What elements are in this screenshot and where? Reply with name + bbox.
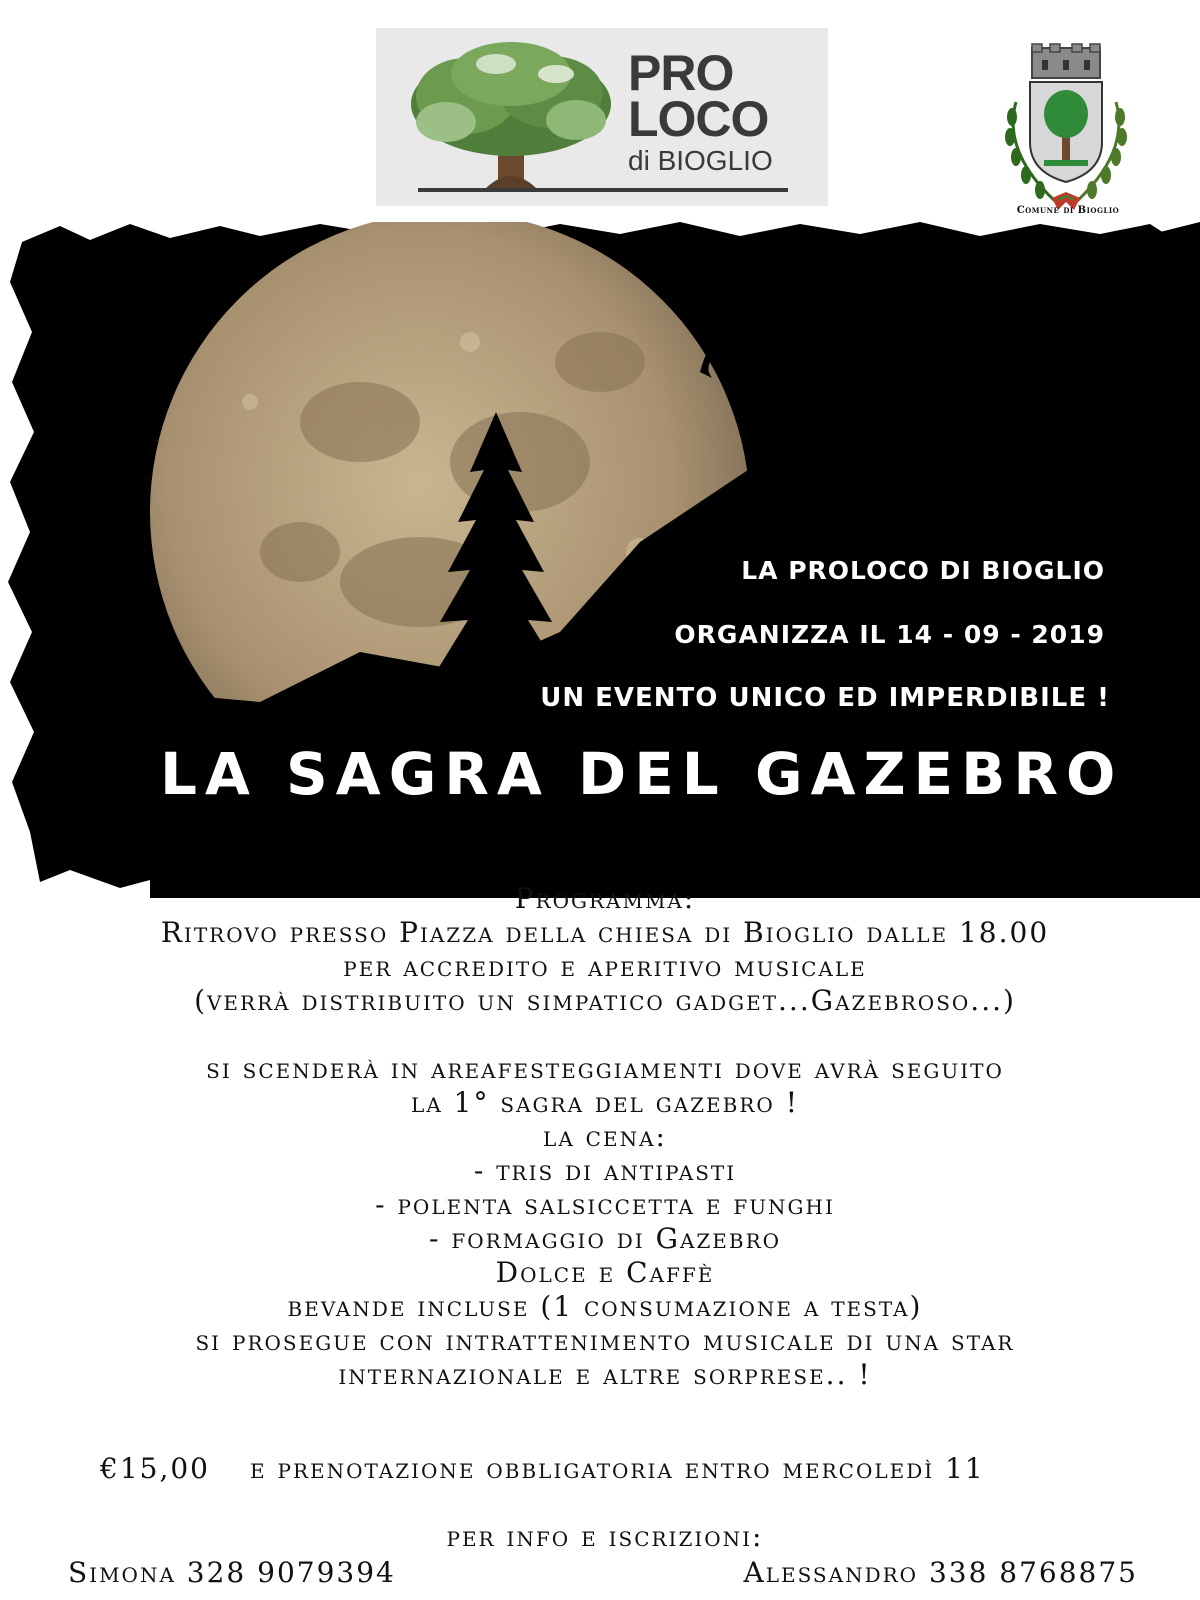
menu-item: - formaggio di Gazebro [428,1222,782,1255]
tree-icon [386,34,626,204]
event-title: LA SAGRA DEL GAZEBRO [160,740,1124,808]
logo-line-pro: PRO [628,45,734,101]
menu-item: Dolce e Caffè [495,1256,715,1289]
program-line: (verrà distribuito un simpatico gadget...Gazebroso...) [194,984,1016,1017]
contact-simona: Simona 328 9079394 [68,1556,396,1589]
logo-underline [418,188,788,192]
program-line: internazionale e altre sorprese.. ! [338,1358,872,1391]
program-spacer [40,1018,1170,1052]
program-line: la cena: [543,1120,667,1153]
program-line: bevande incluse (1 consumazione a testa) [287,1290,923,1323]
contact-alessandro: Alessandro 338 8768875 [743,1556,1138,1589]
program-line: Ritrovo presso Piazza della chiesa di Bioglio dalle 18.00 [160,916,1050,949]
comune-crest-icon [996,42,1136,220]
headline-organizer: LA PROLOCO DI BIOGLIO [741,556,1105,585]
menu-item: - polenta salsiccetta e funghi [375,1188,835,1221]
crest-caption: Comune di Bioglio [1016,205,1120,216]
logo-line-loco: LOCO [628,91,769,147]
menu-item: - tris di antipasti [473,1154,737,1187]
program-line: per accredito e aperitivo musicale [343,950,867,983]
booking-note: e prenotazione obbligatoria entro mercoledì 11 [250,1452,985,1485]
info-heading: per info e iscrizioni: [446,1520,764,1553]
program-heading: Programma: [514,882,696,915]
price-row [100,1452,1100,1485]
proloco-logo [376,28,828,206]
headline-tagline: UN EVENTO UNICO ED IMPERDIBILE ! [540,683,1110,713]
program-line: si scenderà in areafesteggiamenti dove avrà seguito [206,1052,1004,1085]
program-line: la 1° sagra del gazebro ! [411,1086,799,1119]
headline-date: ORGANIZZA IL 14 - 09 - 2019 [674,620,1105,649]
logo-line-bioglio: di BIOGLIO [628,145,773,176]
price: €15,00 [100,1452,210,1485]
program-line: si prosegue con intrattenimento musicale di una star [195,1324,1015,1357]
program-section [40,882,1170,1392]
